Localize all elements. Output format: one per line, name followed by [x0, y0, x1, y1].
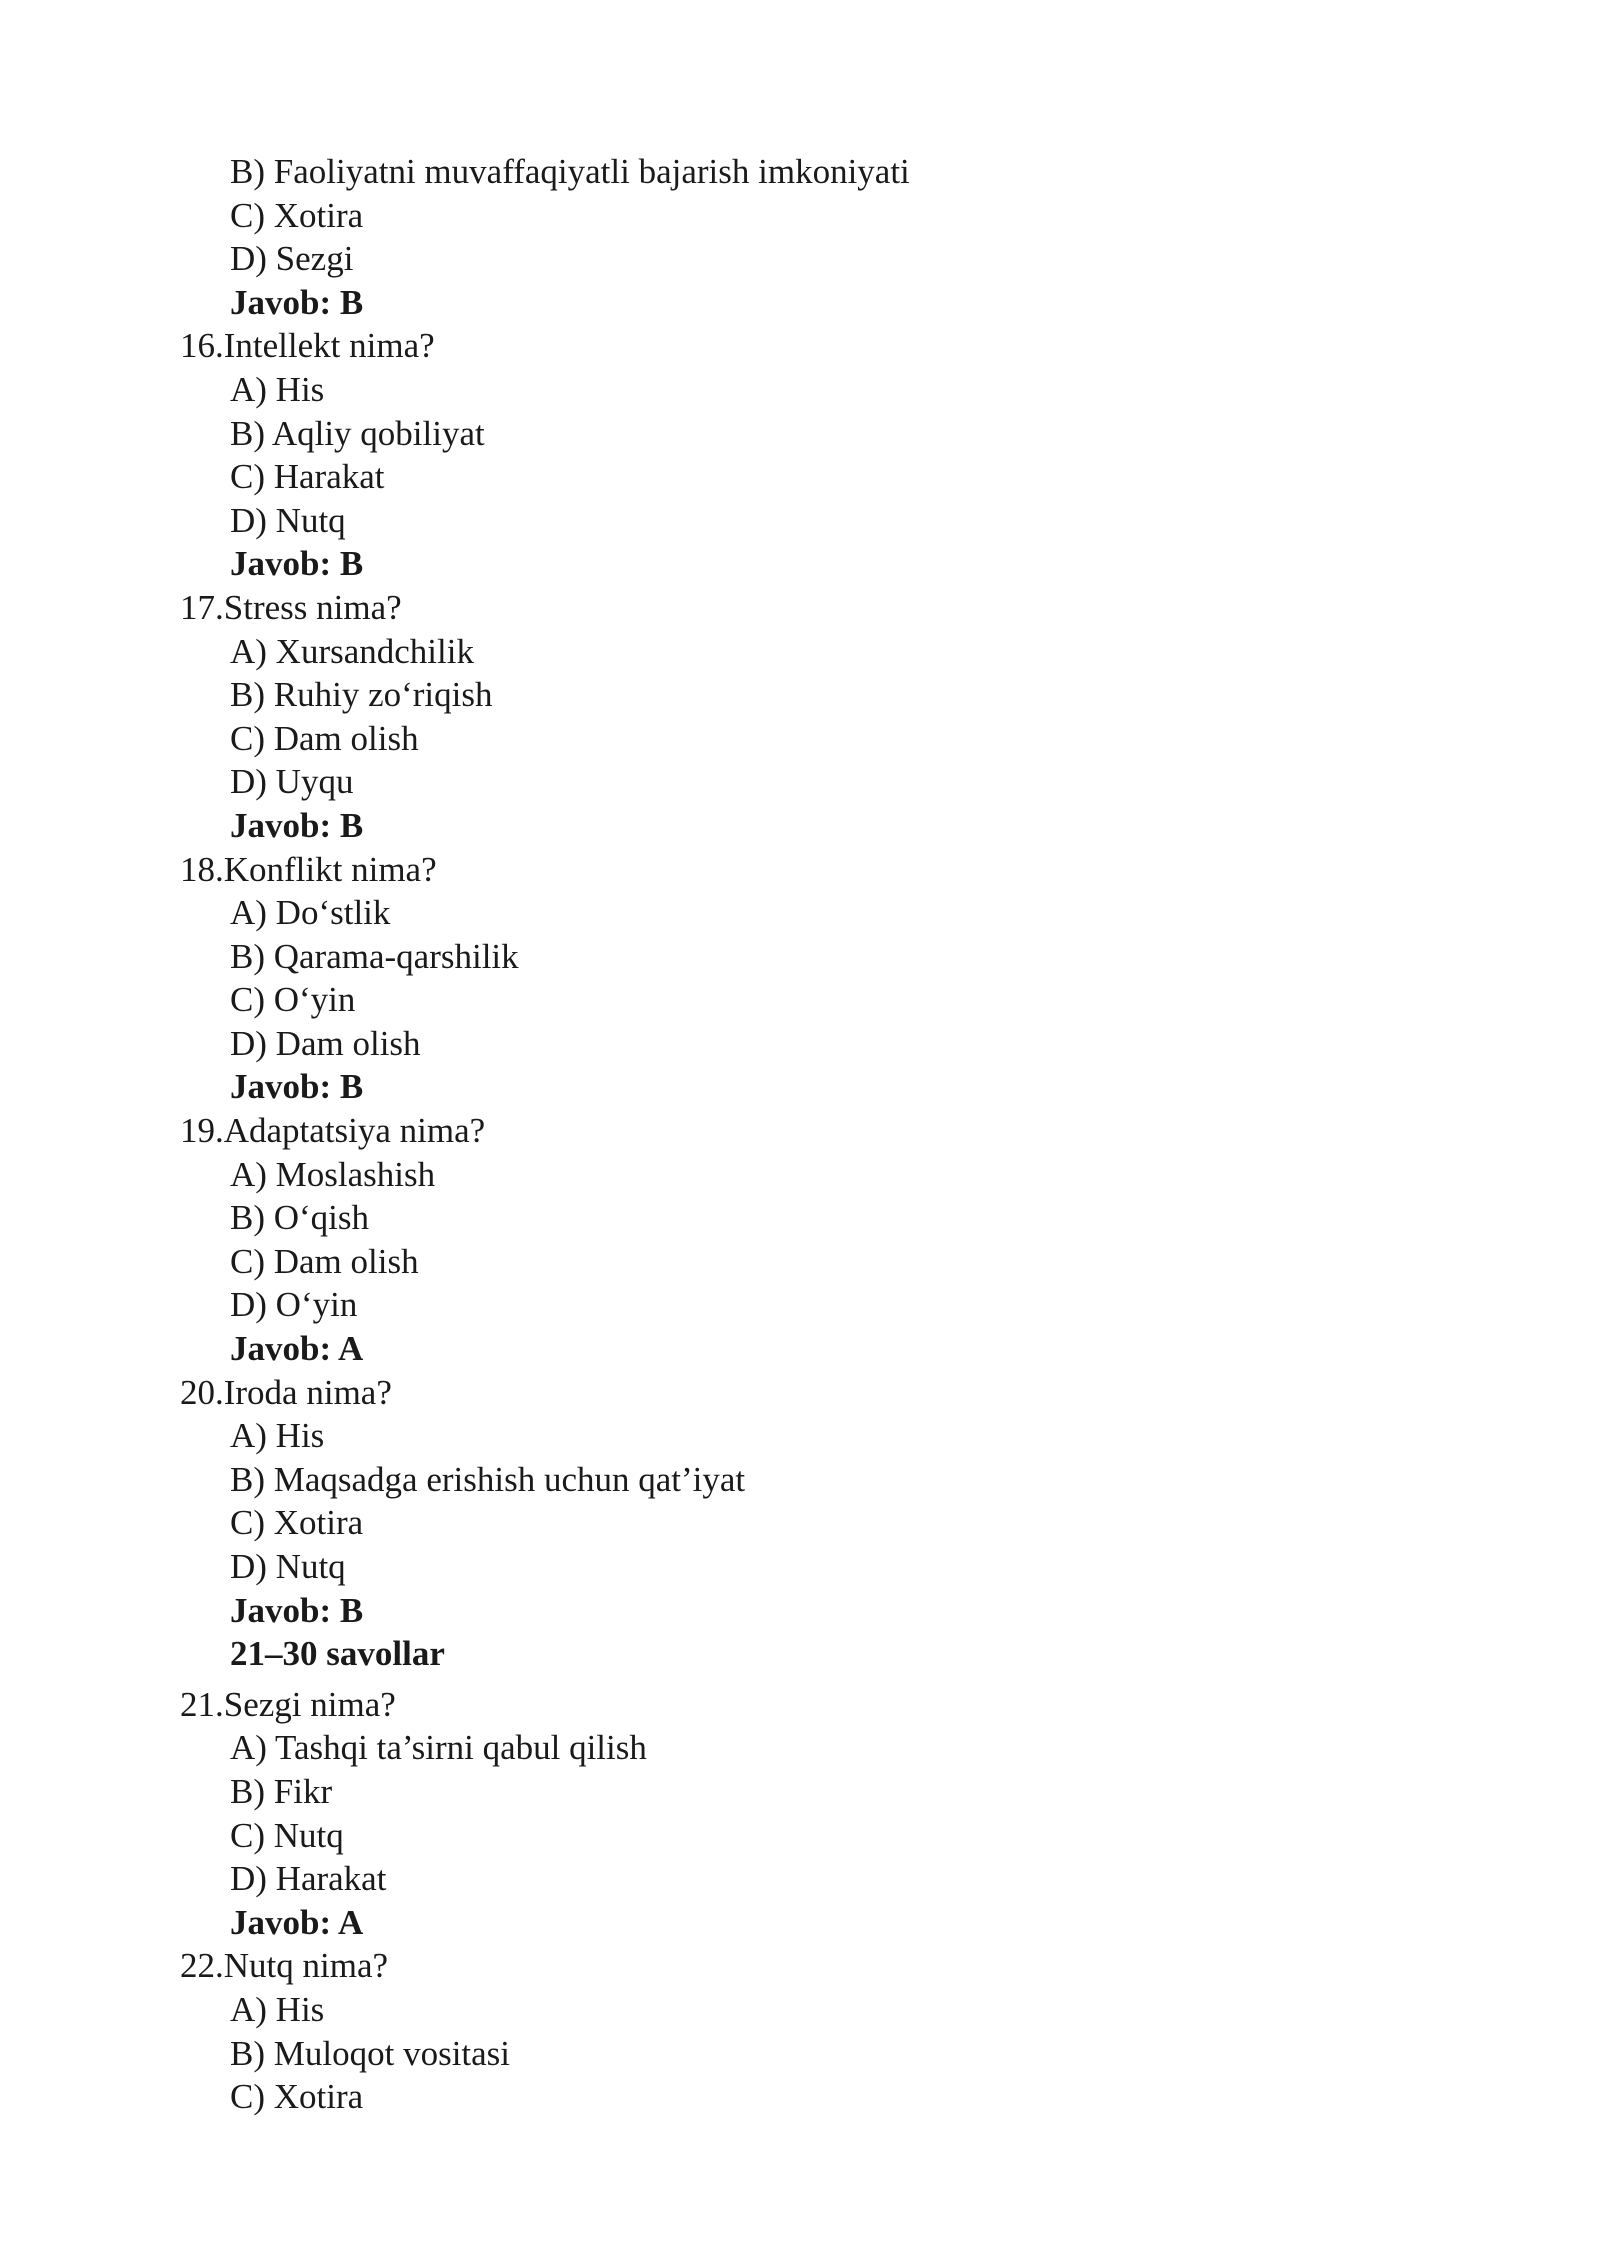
- option-line: A) Do‘stlik: [230, 893, 391, 933]
- question-line: [0, 1944, 1600, 1988]
- option-line: A) Tashqi ta’sirni qabul qilish: [230, 1728, 647, 1768]
- option-line: C) Xotira: [230, 2077, 364, 2117]
- option-line: A) His: [230, 1989, 325, 2029]
- option-line: C) Harakat: [230, 457, 385, 497]
- option-line: C) Xotira: [230, 1503, 364, 1543]
- option-line: C) Dam olish: [230, 718, 419, 758]
- option-line: B) Qarama-qarshilik: [230, 936, 519, 976]
- answer-line: Javob: A: [230, 1902, 364, 1942]
- option-line: D) O‘yin: [230, 1285, 358, 1325]
- answer-line: Javob: B: [230, 282, 364, 322]
- option-line: B) Muloqot vositasi: [230, 2033, 511, 2073]
- question-line: [0, 1683, 1600, 1727]
- option-line: D) Dam olish: [230, 1023, 421, 1063]
- option-line: C) Dam olish: [230, 1241, 419, 1281]
- question-number: 17.: [180, 587, 224, 627]
- question-text: Sezgi nima?: [223, 1684, 396, 1724]
- question-line: [0, 1109, 1600, 1153]
- option-line: A) Xursandchilik: [230, 631, 474, 671]
- section-heading: 21–30 savollar: [230, 1634, 445, 1674]
- option-line: B) Fikr: [230, 1771, 333, 1811]
- question-number: 21.: [180, 1684, 224, 1724]
- option-line: D) Nutq: [230, 1547, 346, 1586]
- option-line: C) Nutq: [230, 1815, 344, 1855]
- option-line: B) Faoliyatni muvaffaqiyatli bajarish imkoniyati: [230, 152, 910, 191]
- question-number: 20.: [180, 1372, 224, 1412]
- option-line: B) O‘qish: [230, 1198, 370, 1238]
- question-line: [0, 1371, 1600, 1415]
- question-text: Intellekt nima?: [223, 326, 435, 366]
- question-number: 16.: [180, 326, 224, 366]
- option-line: A) His: [230, 369, 325, 409]
- option-line: A) Moslashish: [230, 1154, 436, 1194]
- question-text: Iroda nima?: [223, 1372, 392, 1412]
- document-page: [0, 150, 1600, 2119]
- option-line: B) Maqsadga erishish uchun qat’iyat: [230, 1459, 746, 1499]
- option-line: C) Xotira: [230, 195, 364, 235]
- answer-line: Javob: B: [230, 1067, 364, 1107]
- question-number: 22.: [180, 1946, 224, 1986]
- option-line: B) Ruhiy zo‘riqish: [230, 675, 493, 715]
- answer-line: Javob: B: [230, 805, 364, 845]
- option-line: D) Sezgi: [230, 239, 354, 279]
- question-number: 18.: [180, 849, 224, 889]
- question-text: Adaptatsiya nima?: [223, 1111, 486, 1151]
- question-text: Konflikt nima?: [223, 849, 437, 889]
- question-text: Nutq nima?: [223, 1946, 389, 1986]
- option-line: D) Uyqu: [230, 762, 354, 802]
- answer-line: Javob: B: [230, 1590, 364, 1630]
- answer-line: Javob: B: [230, 544, 364, 584]
- option-line: D) Nutq: [230, 500, 346, 540]
- question-text: Stress nima?: [223, 587, 402, 627]
- option-line: D) Harakat: [230, 1859, 387, 1899]
- answer-line: Javob: A: [230, 1329, 364, 1369]
- question-line: [0, 324, 1600, 368]
- question-number: 19.: [180, 1111, 224, 1151]
- option-line: B) Aqliy qobiliyat: [230, 413, 485, 453]
- question-line: [0, 848, 1600, 892]
- question-line: [0, 586, 1600, 630]
- option-line: C) O‘yin: [230, 980, 356, 1020]
- option-line: A) His: [230, 1416, 325, 1456]
